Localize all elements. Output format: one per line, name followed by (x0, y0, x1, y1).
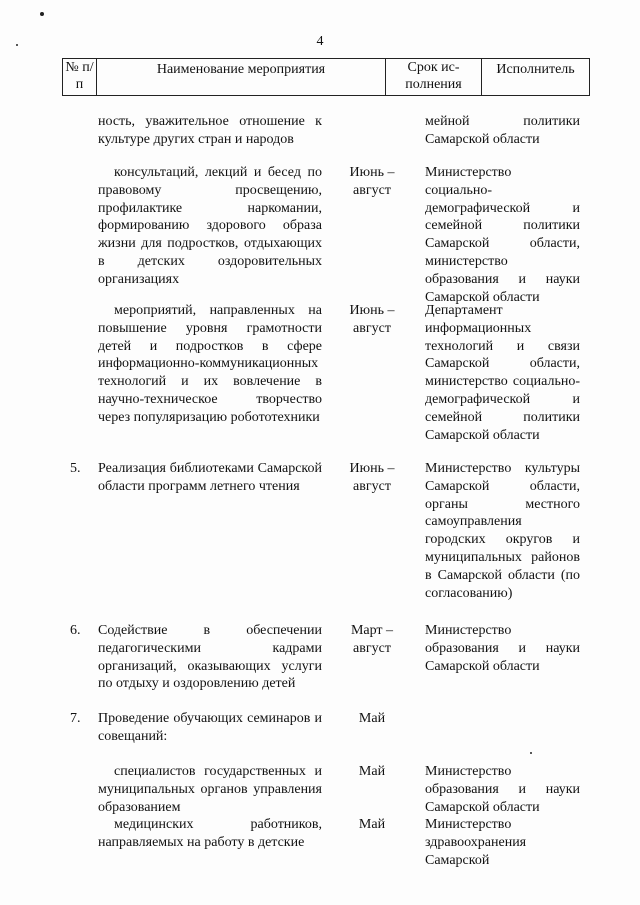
header-term: Срок ис-полнения (386, 59, 482, 95)
row-term: Май (358, 817, 386, 832)
row-executor: Департамент информационных технологий и связи Самарской области, министерство социально-демографической и семейной политики Самарской области (425, 303, 580, 443)
row-executor: Министерство образования и науки Самарской области (425, 623, 580, 674)
row-number: 5. (70, 461, 81, 476)
row-executor: Министерство культуры Самарской области, органы местного самоуправления городских округов и муниципальных районов в Самарской области (по согласованию) (425, 461, 580, 601)
scan-speck (40, 12, 44, 16)
scan-speck (530, 752, 532, 754)
row-name: Содействие в обеспечении педагогическими кадрами организаций, оказывающих услуги по отдыху и оздоровлению детей (98, 623, 322, 692)
row-name: ность, уважительное отношение к культуре других стран и народов (98, 114, 322, 147)
row-executor: Министерство здравоохранения Самарской (425, 817, 527, 868)
row-term: Июнь – август (349, 303, 395, 336)
row-term: Июнь – август (349, 165, 395, 198)
header-name: Наименование мероприятия (97, 59, 386, 95)
row-term: Май (358, 764, 386, 779)
row-name: Реализация библиотеками Самарской области программ летнего чтения (98, 461, 322, 494)
scan-speck (16, 44, 18, 46)
row-name: консультаций, лекций и бесед по правовому просвещению, профилактике наркомании, формированию здорового образа жизни для подростков, отдыхающих в детских оздоровительных организациях (98, 165, 322, 287)
row-term: Март – август (350, 623, 394, 656)
row-term: Май (358, 711, 386, 726)
row-name: мероприятий, направленных на повышение уровня грамотности детей и подростков в сфере информационно-коммуникационных технологий и их вовлечение в научно-техническое творчество через популяризацию робототехники (98, 303, 322, 425)
row-executor: Министерство социально-демографической и семейной политики Самарской области, министерство образования и науки Самарской области (425, 165, 580, 305)
header-executor: Исполнитель (496, 62, 575, 77)
row-number: 6. (70, 623, 81, 638)
row-name: медицинских работников, направляемых на работу в детские (98, 817, 322, 850)
table-header (62, 58, 590, 96)
row-term: Июнь – август (349, 461, 395, 494)
page-number: 4 (316, 34, 324, 49)
row-executor: мейной политики Самарской области (425, 114, 580, 147)
row-name: Проведение обучающих семинаров и совещаний: (98, 711, 322, 744)
row-executor: Министерство образования и науки Самарской области (425, 764, 580, 815)
header-num: № п/п (63, 59, 97, 95)
row-number: 7. (70, 711, 81, 726)
row-name: специалистов государственных и муниципальных органов управления образованием (98, 764, 322, 815)
